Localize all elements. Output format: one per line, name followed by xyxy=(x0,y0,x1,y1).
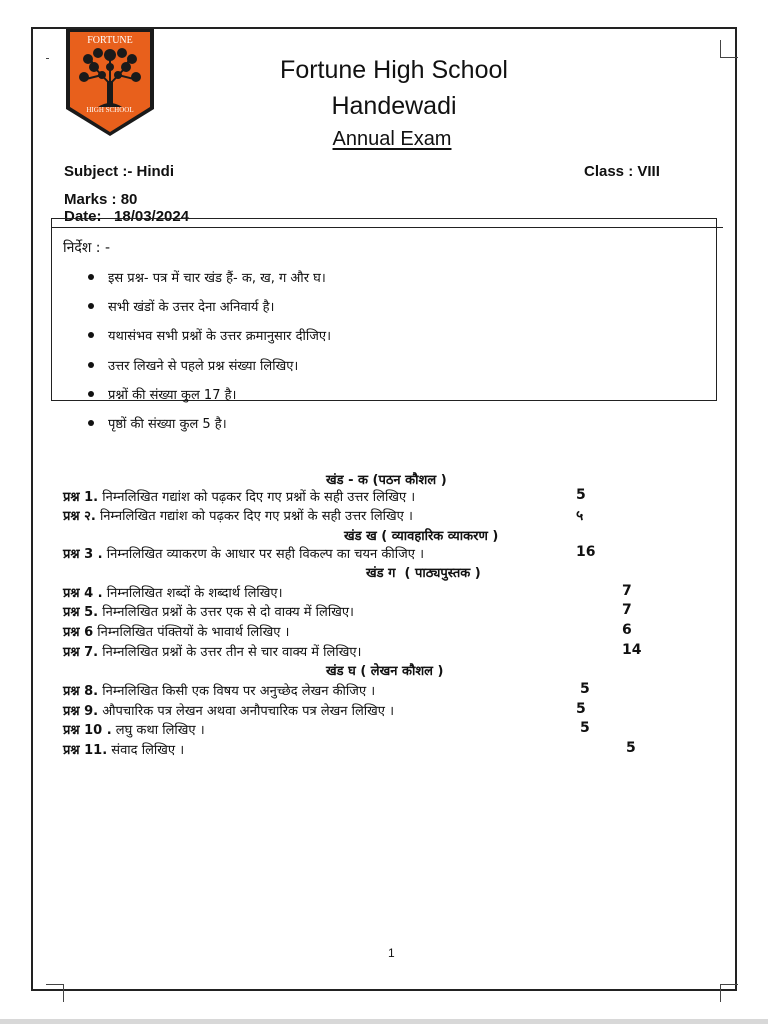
question-marks: ५ xyxy=(576,508,584,524)
question-row xyxy=(63,506,413,524)
section-ka-heading: खंड - क (पठन कौशल ) xyxy=(326,473,447,488)
question-label: प्रश्न 10 . xyxy=(63,723,112,738)
question-marks: 5 xyxy=(576,487,586,503)
question-marks: 14 xyxy=(622,642,642,658)
question-text: निम्नलिखित गद्यांश को पढ़कर दिए गए प्रश्नों के सही उत्तर लिखिए । xyxy=(95,509,413,524)
instruction-item xyxy=(88,414,227,432)
question-label: प्रश्न 11. xyxy=(63,743,108,758)
question-text: निम्नलिखित व्याकरण के आधार पर सही विकल्प का चयन कीजिए । xyxy=(102,547,424,562)
school-name: Fortune High School xyxy=(280,56,508,84)
school-place: Handewadi xyxy=(331,92,457,120)
question-marks: 5 xyxy=(576,701,586,717)
question-text: लघु कथा लिखिए । xyxy=(111,723,205,738)
crop-mark-bottom-right xyxy=(720,984,721,1002)
question-label: प्रश्न 4 . xyxy=(63,586,103,601)
question-label: प्रश्न 7. xyxy=(63,645,99,660)
instruction-item xyxy=(88,356,298,374)
bullet-icon xyxy=(88,303,94,309)
crop-mark-bottom-left-h xyxy=(46,984,64,985)
question-row xyxy=(63,583,283,601)
question-marks: 5 xyxy=(580,720,590,736)
class-label: Class : VIII xyxy=(584,163,660,180)
instructions-heading: निर्देश : - xyxy=(63,240,111,256)
question-row xyxy=(63,740,184,758)
instruction-text: यथासंभव सभी प्रश्नों के उत्तर क्रमानुसार दीजिए। xyxy=(108,329,332,344)
section-gha-heading: खंड घ ( लेखन कौशल ) xyxy=(326,664,444,679)
question-label: प्रश्न 8. xyxy=(63,684,99,699)
section-ga-heading: खंड ग ( पाठ्यपुस्तक ) xyxy=(366,566,481,581)
question-marks: 6 xyxy=(622,622,632,638)
question-row xyxy=(63,681,375,699)
instruction-text: उत्तर लिखने से पहले प्रश्न संख्या लिखिए। xyxy=(108,359,299,374)
bullet-icon xyxy=(88,274,94,280)
logo-text-bottom: HIGH SCHOOL xyxy=(86,106,134,114)
crop-mark-bottom-left xyxy=(63,984,64,1002)
page-number: 1 xyxy=(388,946,395,960)
subject-label: Subject :- Hindi xyxy=(64,163,174,180)
question-label: प्रश्न 3 . xyxy=(63,547,103,562)
exam-title-text: Annual Exam xyxy=(332,128,452,150)
question-text: संवाद लिखिए । xyxy=(107,743,185,758)
question-marks: 7 xyxy=(622,602,632,618)
bullet-icon xyxy=(88,420,94,426)
question-marks: 5 xyxy=(626,740,636,756)
divider-line xyxy=(51,227,723,228)
question-text: निम्नलिखित गद्यांश को पढ़कर दिए गए प्रश्नों के सही उत्तर लिखिए । xyxy=(98,490,416,505)
bullet-icon xyxy=(88,362,94,368)
question-text: निम्नलिखित प्रश्नों के उत्तर एक से दो वाक्य में लिखिए। xyxy=(98,605,354,620)
question-row xyxy=(63,720,205,738)
crop-mark-bottom-right-h xyxy=(720,984,738,985)
question-row xyxy=(63,602,354,620)
exam-title xyxy=(8,128,768,151)
question-row xyxy=(63,544,424,562)
question-text: निम्नलिखित प्रश्नों के उत्तर तीन से चार वाक्य में लिखिए। xyxy=(98,645,362,660)
instruction-text: इस प्रश्न- पत्र में चार खंड हैं- क, ख, ग और घ। xyxy=(108,271,326,286)
question-label: प्रश्न 5. xyxy=(63,605,99,620)
question-label: प्रश्न 6 xyxy=(63,625,94,640)
bullet-icon xyxy=(88,391,94,397)
instruction-item xyxy=(88,385,236,403)
date-label: Date: 18/03/2024 xyxy=(64,208,190,225)
question-row xyxy=(63,487,415,505)
question-marks: 7 xyxy=(622,583,632,599)
instruction-text: पृष्ठों की संख्या कुल 5 है। xyxy=(108,417,227,432)
question-marks: 16 xyxy=(576,544,596,560)
instruction-text: प्रश्नों की संख्या कुल 17 है। xyxy=(108,388,237,403)
instruction-item xyxy=(88,297,274,315)
question-label: प्रश्न २. xyxy=(63,509,96,524)
question-row xyxy=(63,622,289,640)
question-text: निम्नलिखित शब्दों के शब्दार्थ लिखिए। xyxy=(102,586,283,601)
question-row xyxy=(63,701,394,719)
instruction-item xyxy=(88,268,326,286)
question-text: निम्नलिखित पंक्तियों के भावार्थ लिखिए । xyxy=(93,625,290,640)
logo-text-top: FORTUNE xyxy=(87,35,133,46)
instruction-text: सभी खंडों के उत्तर देना अनिवार्य है। xyxy=(108,300,275,315)
question-text: औपचारिक पत्र लेखन अथवा अनौपचारिक पत्र लेखन लिखिए । xyxy=(98,704,395,719)
instruction-item xyxy=(88,326,331,344)
marks-label: Marks : 80 xyxy=(64,191,138,208)
question-text: निम्नलिखित किसी एक विषय पर अनुच्छेद लेखन कीजिए । xyxy=(98,684,376,699)
question-label: प्रश्न 1. xyxy=(63,490,99,505)
question-row xyxy=(63,642,361,660)
viewer-bottom-bar xyxy=(0,1019,768,1024)
section-kha-heading: खंड ख ( व्यावहारिक व्याकरण ) xyxy=(344,529,499,544)
bullet-icon xyxy=(88,332,94,338)
question-label: प्रश्न 9. xyxy=(63,704,99,719)
question-marks: 5 xyxy=(580,681,590,697)
